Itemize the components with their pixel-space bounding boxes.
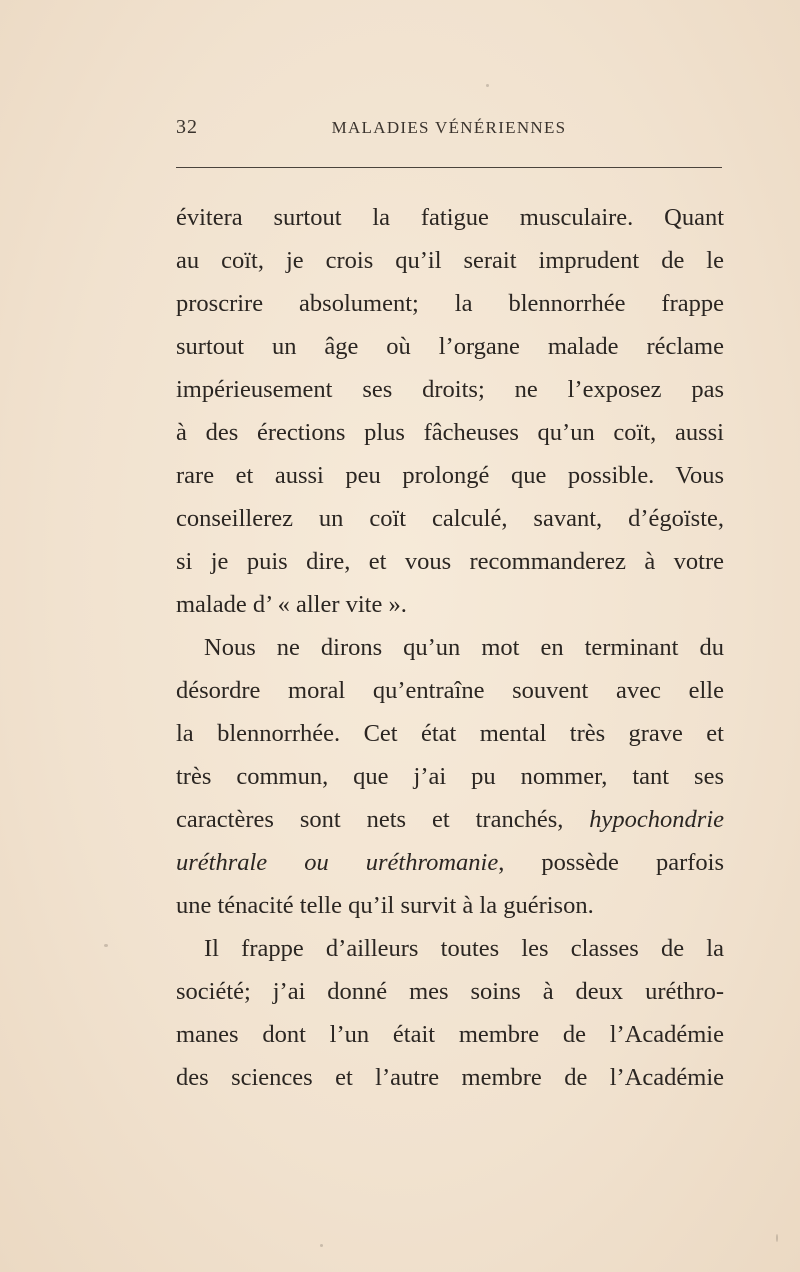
paper-speck xyxy=(486,84,489,87)
text-line: proscrire absolument; la blennorrhée frappe xyxy=(176,290,724,317)
text-line: manes dont l’un était membre de l’Académie xyxy=(176,1021,724,1048)
text-line: société; j’ai donné mes soins à deux uréthro- xyxy=(176,978,724,1005)
running-head xyxy=(176,116,722,140)
text-line: à des érections plus fâcheuses qu’un coït, aussi xyxy=(176,419,724,446)
text-segment: , possède parfois xyxy=(498,849,724,876)
paper-speck xyxy=(104,944,108,947)
text-line: au coït, je crois qu’il serait imprudent de le xyxy=(176,247,724,274)
text-line: des sciences et l’autre membre de l’Académie xyxy=(176,1064,724,1091)
header-rule xyxy=(176,167,722,168)
text-line: désordre moral qu’entraîne souvent avec elle xyxy=(176,677,724,704)
text-line: conseillerez un coït calculé, savant, d’égoïste, xyxy=(176,505,724,532)
text-line: surtout un âge où l’organe malade réclame xyxy=(176,333,724,360)
paragraph-start-line: Il frappe d’ailleurs toutes les classes de la xyxy=(204,935,724,962)
paragraph-end-line: malade d’ « aller vite ». xyxy=(176,591,407,618)
text-line: impérieusement ses droits; ne l’exposez pas xyxy=(176,376,724,403)
text-segment: caractères sont nets et tranchés, xyxy=(176,806,590,833)
paper-speck xyxy=(320,1244,323,1247)
paragraph-start-line: Nous ne dirons qu’un mot en terminant du xyxy=(204,634,724,661)
paragraph-end-line: une ténacité telle qu’il survit à la guérison. xyxy=(176,892,594,919)
paper-speck xyxy=(776,1234,778,1242)
italic-term: hypochondrie xyxy=(589,806,724,833)
text-line-with-italic xyxy=(176,798,724,841)
body-text xyxy=(176,196,724,1099)
text-line: la blennorrhée. Cet état mental très grave et xyxy=(176,720,724,747)
text-line-with-italic xyxy=(176,841,724,884)
italic-term: uréthrale ou uréthromanie xyxy=(176,849,499,876)
text-line: très commun, que j’ai pu nommer, tant ses xyxy=(176,763,724,790)
text-line: évitera surtout la fatigue musculaire. Quant xyxy=(176,204,724,231)
running-title: MALADIES VÉNÉRIENNES xyxy=(331,118,567,137)
text-line: rare et aussi peu prolongé que possible. Vous xyxy=(176,462,724,489)
page-number: 32 xyxy=(176,116,198,138)
text-line: si je puis dire, et vous recommanderez à votre xyxy=(176,548,724,575)
